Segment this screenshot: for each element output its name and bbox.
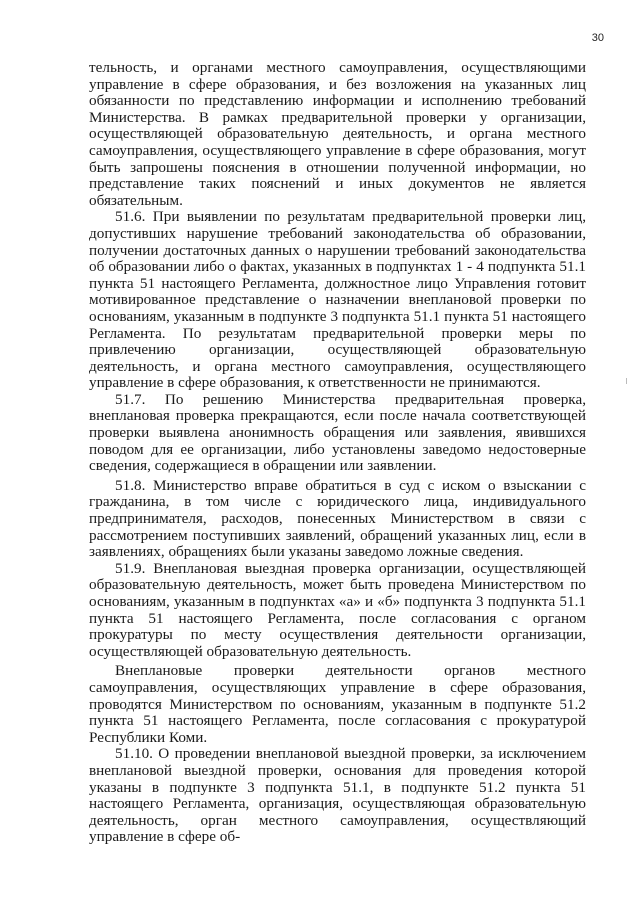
paragraph-continuation: тельность, и органами местного самоуправления, осуществляющими управление в сфере образования, и без возложения на указанных лиц обязанности по представлению информации и исполнению требований Министерства. В рамках предварительной проверки у организации, осуществляющей образовательную деятельность, и органа местного самоуправления, осуществляющего управление в сфере образования, могут быть запрошены пояснения в отношении полученной информации, но представление таких пояснений и иных документов не является обязательным. [89, 59, 586, 209]
page-number: 30 [591, 32, 604, 44]
paragraph-51-6: 51.6. При выявлении по результатам предварительной проверки лиц, допустивших нарушение требований законодательства об образовании, получении достаточных данных о нарушении требований законодательства об образовании либо о фактах, указанных в подпунктах 1 - 4 подпункта 51.1 пункта 51 настоящего Регламента, должностное лицо Управления готовит мотивированное представление о назначении внеплановой проверки по основаниям, указанным в подпункте 3 подпункта 51.1 пункта 51 настоящего Регламента. По результатам предварительной проверки меры по привлечению организации, осуществляющей образовательную деятельность, и органа местного самоуправления, осуществляющего управление в сфере образования, к ответственности не принимаются. [89, 208, 586, 392]
paragraph-local-authorities: Внеплановые проверки деятельности органов местного самоуправления, осуществляющих управление в сфере образования, проводятся Министерством по основаниям, указанным в подпункте 51.2 пункта 51 настоящего Регламента, после согласования с прокуратурой Республики Коми. [89, 662, 586, 746]
paragraph-51-7: 51.7. По решению Министерства предварительная проверка, внеплановая проверка прекращаются, если после начала соответствующей проверки выявлена анонимность обращения или заявления, явившихся поводом для ее организации, либо установлены заведомо недостоверные сведения, содержащиеся в обращении или заявлении. [89, 390, 586, 475]
paragraph-51-10: 51.10. О проведении внеплановой выездной проверки, за исключением внеплановой выездной проверки, основания для проведения которой указаны в подпункте 3 подпункта 51.1, в подпункте 51.2 пункта 51 настоящего Регламента, организация, осуществляющая образовательную деятельность, орган местного самоуправления, осуществляющий управление в сфере об- [89, 745, 586, 846]
paragraph-51-8: 51.8. Министерство вправе обратиться в суд с иском о взыскании с гражданина, в том числе с юридического лица, индивидуального предпринимателя, расходов, понесенных Министерством в связи с рассмотрением поступивших заявлений, обращений указанных лиц, если в заявлениях, обращениях были указаны заведомо ложные сведения. [89, 476, 586, 561]
paragraph-51-9: 51.9. Внеплановая выездная проверка организации, осуществляющей образовательную деятельность, может быть проведена Министерством по основаниям, указанным в подпунктах «а» и «б» подпункта 3 подпункта 51.1 пункта 51 настоящего Регламента, после согласования с органом прокуратуры по месту осуществления деятельности организации, осуществляющей образовательную деятельность. [89, 559, 586, 660]
body-text [89, 60, 586, 846]
scan-edge-mark [626, 378, 627, 384]
